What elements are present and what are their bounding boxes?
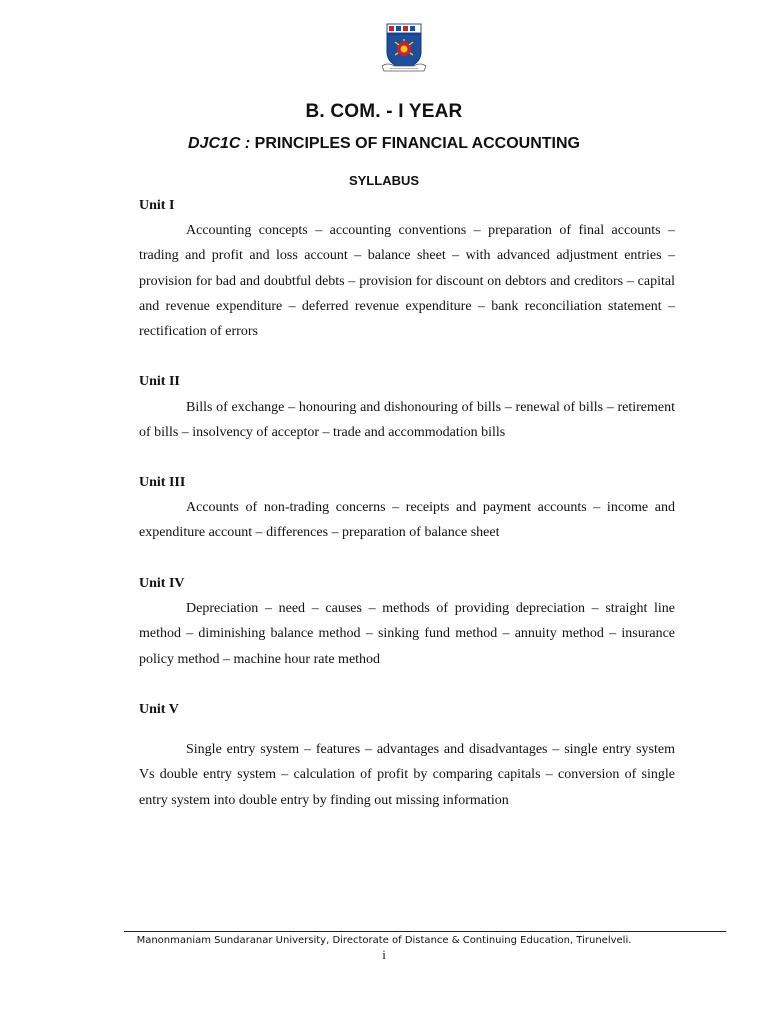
page-title: B. COM. - I YEAR [305,101,463,122]
unit-body: Single entry system – features – advantages and disadvantages – single entry system Vs double entry system – calculation of profit by comparing capitals – conversion of single entry system into double entry by finding out missing information [139,742,675,808]
footer-divider [124,931,726,932]
unit-heading: Unit IV [139,576,185,591]
unit-body: Accounts of non-trading concerns – receipts and payment accounts – income and expenditure account – differences – preparation of balance sheet [139,500,675,541]
course-title [0,135,768,153]
course-code: DJC1C : [187,135,251,152]
unit-heading: Unit III [139,475,186,490]
page-number: i [382,947,386,962]
unit-heading: Unit I [139,198,175,213]
unit-body: Bills of exchange – honouring and dishonouring of bills – renewal of bills – retirement of bills – insolvency of acceptor – trade and accommodation bills [139,400,675,441]
unit-body: Accounting concepts – accounting conventions – preparation of final accounts – trading and profit and loss account – balance sheet – with advanced adjustment entries – provision for bad and doubtful debts – provision for discount on debtors and creditors – capital and revenue expenditure – deferred revenue expenditure – bank reconciliation statement – rectification of errors [139,223,675,340]
section-heading: SYLLABUS [348,173,420,188]
course-name: PRINCIPLES OF FINANCIAL ACCOUNTING [250,135,580,152]
unit-heading: Unit V [139,702,179,717]
footer-text: Manonmaniam Sundaranar University, Directorate of Distance & Continuing Education, Tirunelveli. [136,935,632,946]
university-crest-logo [378,22,430,74]
unit-body: Depreciation – need – causes – methods of providing depreciation – straight line method – diminishing balance method – sinking fund method – annuity method – insurance policy method – machine hour rate method [139,601,675,667]
unit-heading: Unit II [139,374,180,389]
